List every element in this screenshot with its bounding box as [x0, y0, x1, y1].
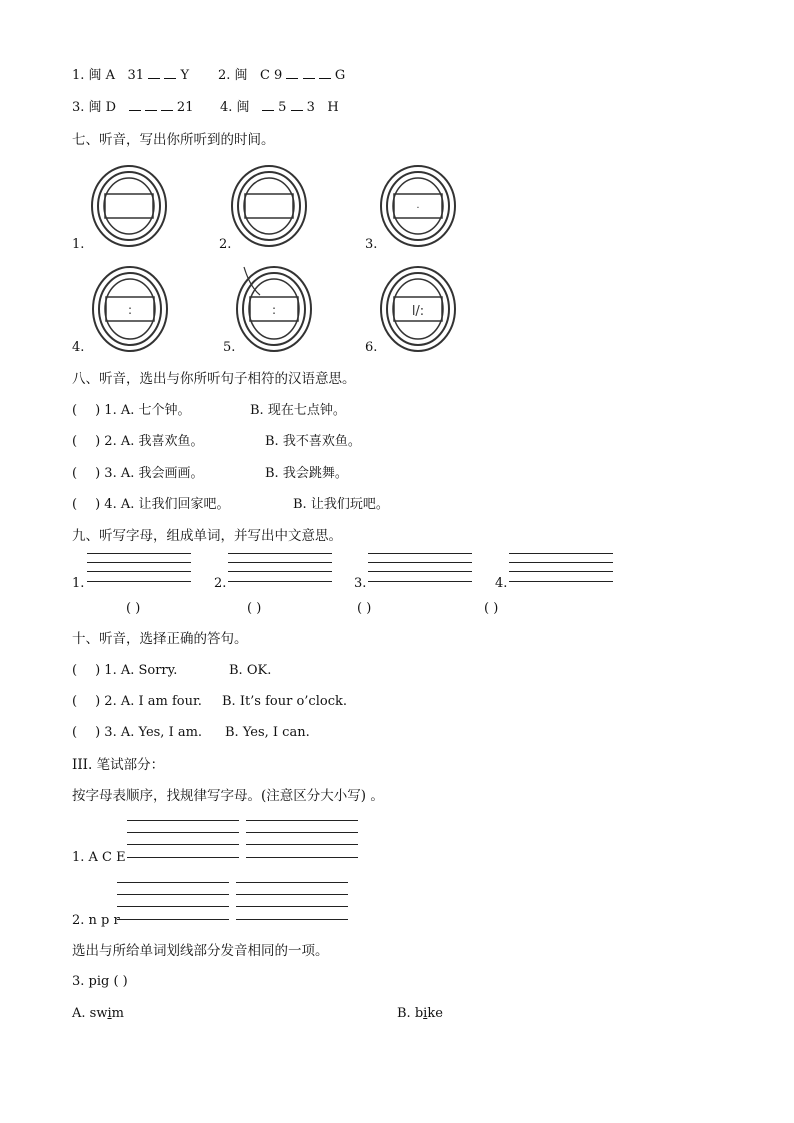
answer-bracket-close: ) [95, 694, 101, 709]
plate-text: 31 [127, 68, 145, 83]
option-text: B. b [397, 1006, 424, 1021]
option-a: 1. A. Sorry. [104, 663, 178, 678]
question-row [72, 724, 202, 742]
question-row [72, 662, 177, 680]
meaning-answer-blank[interactable]: ( ) [126, 601, 141, 616]
clock-display: : [127, 303, 133, 317]
four-line-writing-grid[interactable] [368, 553, 472, 583]
option-b: B. 我会跳舞。 [265, 466, 348, 481]
option-b: B. 让我们玩吧。 [293, 497, 389, 512]
clock-number: 2. [219, 237, 232, 252]
plate-text: Y [180, 68, 190, 83]
clock-display: l/: [411, 304, 425, 319]
four-line-writing-grid[interactable] [87, 553, 191, 583]
section-8-title: 八、听音，选出与你所听句子相符的汉语意思。 [72, 371, 356, 387]
plate-question-3 [72, 99, 193, 117]
answer-bracket-close: ) [95, 403, 101, 418]
answer-bracket-open: ( [72, 434, 78, 449]
letter-sequence-2: 2. n p r [72, 913, 120, 928]
letter-sequence-1: 1. A C E [72, 850, 126, 865]
clock-number: 5. [223, 340, 236, 355]
word-number: 1. [72, 576, 85, 591]
option-b: B. OK. [229, 663, 272, 678]
plate-label: 4. 闽 [220, 100, 250, 115]
fill-blank[interactable] [164, 67, 176, 79]
meaning-answer-blank[interactable]: ( ) [357, 601, 372, 616]
answer-bracket-close: ) [95, 663, 101, 678]
instruction-text: 选出与所给单词划线部分发音相同的一项。 [72, 943, 329, 959]
fill-blank[interactable] [319, 67, 331, 79]
question-row [72, 433, 204, 451]
digital-clock-icon [378, 265, 458, 353]
four-line-writing-grid[interactable] [246, 820, 358, 858]
answer-bracket-open: ( [72, 497, 78, 512]
plate-question-1 [72, 67, 189, 85]
fill-blank[interactable] [161, 99, 173, 111]
word-number: 3. [354, 576, 367, 591]
answer-bracket-open: ( [72, 694, 78, 709]
answer-bracket-open: ( [72, 466, 78, 481]
digital-clock-icon [89, 164, 169, 248]
option-a: 3. A. 我会画画。 [104, 466, 204, 481]
four-line-writing-grid[interactable] [127, 820, 239, 858]
clock-number: 1. [72, 237, 85, 252]
plate-label: 1. 闽 A [72, 68, 116, 83]
option-b: B. Yes, I can. [225, 725, 310, 740]
option-b: B. 我不喜欢鱼。 [265, 434, 361, 449]
digital-clock-icon [378, 164, 458, 248]
option-text: m [111, 1006, 124, 1021]
plate-text: 3 [306, 100, 315, 115]
four-line-writing-grid[interactable] [117, 882, 229, 920]
option-a [72, 1005, 124, 1023]
answer-bracket-close: ) [95, 497, 101, 512]
answer-bracket-close: ) [95, 725, 101, 740]
meaning-answer-blank[interactable]: ( ) [484, 601, 499, 616]
fill-blank[interactable] [291, 99, 303, 111]
question-row [72, 465, 204, 483]
option-b: B. It’s four o’clock. [222, 694, 347, 709]
answer-bracket-open: ( [72, 403, 78, 418]
answer-bracket-open: ( [72, 663, 78, 678]
fill-blank[interactable] [303, 67, 315, 79]
option-a: 2. A. I am four. [104, 694, 202, 709]
plate-label: 2. 闽 [218, 68, 248, 83]
option-text: ke [427, 1006, 443, 1021]
plate-text: G [334, 68, 346, 83]
fill-blank[interactable] [262, 99, 274, 111]
fill-blank[interactable] [145, 99, 157, 111]
clock-number: 3. [365, 237, 378, 252]
section-7-title: 七、听音，写出你所听到的时间。 [72, 132, 275, 148]
clock-display: : [271, 303, 277, 317]
underlined-letter: i [107, 1006, 112, 1021]
section-10-title: 十、听音，选择正确的答句。 [72, 631, 248, 647]
digital-clock-icon [229, 164, 309, 248]
option-a: 1. A. 七个钟。 [104, 403, 191, 418]
section-9-title: 九、听写字母，组成单词，并写出中文意思。 [72, 528, 342, 544]
fill-blank[interactable] [129, 99, 141, 111]
option-a: 3. A. Yes, I am. [104, 725, 203, 740]
four-line-writing-grid[interactable] [228, 553, 332, 583]
fill-blank[interactable] [148, 67, 160, 79]
plate-label: 3. 闽 D [72, 100, 117, 115]
question-row [72, 693, 202, 711]
meaning-answer-blank[interactable]: ( ) [247, 601, 262, 616]
instruction-text: 按字母表顺序，找规律写字母。(注意区分大小写) 。 [72, 788, 384, 804]
word-number: 2. [214, 576, 227, 591]
option-a: 4. A. 让我们回家吧。 [104, 497, 230, 512]
option-b [397, 1005, 443, 1023]
phonics-question: 3. pig ( ) [72, 974, 128, 989]
four-line-writing-grid[interactable] [236, 882, 348, 920]
answer-bracket-open: ( [72, 725, 78, 740]
underlined-letter: i [423, 1006, 428, 1021]
clock-display: · [416, 203, 420, 214]
plate-question-2 [218, 67, 345, 85]
fill-blank[interactable] [286, 67, 298, 79]
plate-text: 21 [176, 100, 194, 115]
four-line-writing-grid[interactable] [509, 553, 613, 583]
question-row [72, 496, 230, 514]
written-section-title: III. 笔试部分： [72, 757, 165, 773]
answer-bracket-close: ) [95, 466, 101, 481]
answer-bracket-close: ) [95, 434, 101, 449]
digital-clock-icon [234, 265, 314, 353]
plate-text: H [327, 100, 339, 115]
plate-question-4 [220, 99, 339, 117]
plate-text: 5 [278, 100, 287, 115]
option-b: B. 现在七点钟。 [250, 403, 346, 418]
clock-number: 4. [72, 340, 85, 355]
clock-number: 6. [365, 340, 378, 355]
digital-clock-icon [90, 265, 170, 353]
question-row [72, 402, 191, 420]
plate-text: C 9 [259, 68, 283, 83]
option-a: 2. A. 我喜欢鱼。 [104, 434, 204, 449]
word-number: 4. [495, 576, 508, 591]
option-text: A. sw [72, 1006, 108, 1021]
